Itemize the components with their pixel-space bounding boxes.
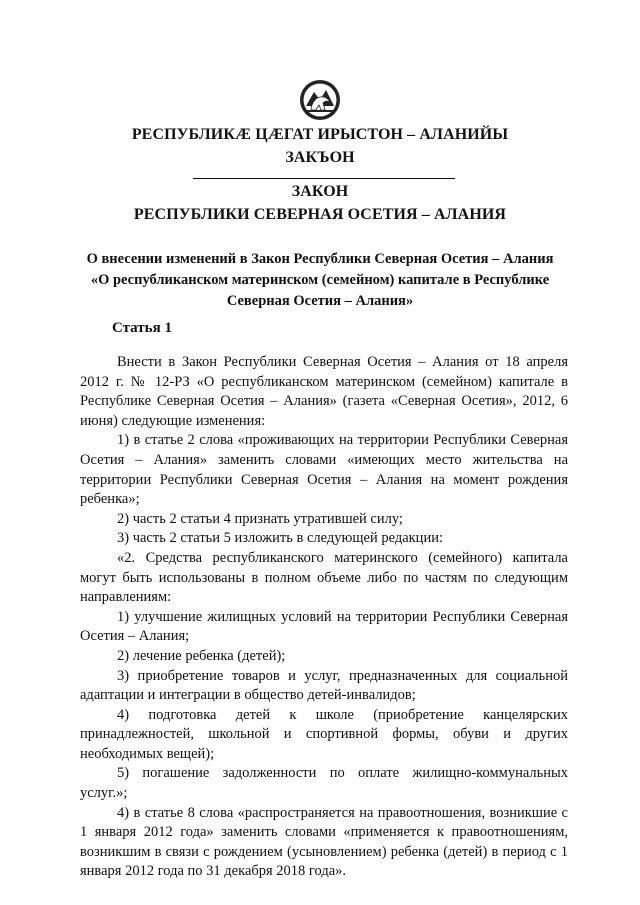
law-body <box>80 353 568 882</box>
paragraph: 4) подготовка детей к школе (приобретение канцелярских принадлежностей, школьной и спортивной формы, обуви и других необходимых вещей); <box>80 706 568 762</box>
header-divider <box>193 178 455 179</box>
paragraph: 4) в статье 8 слова «распространяется на правоотношения, возникшие с 1 января 2012 года» заменить словами «применяется к правоотношениям, возникшим в связи с рождением (усыновлением) ребенка (детей) в период с 1 января 2012 года по 31 декабря 2018 года». <box>80 804 568 880</box>
article-heading: Статья 1 <box>112 320 172 336</box>
paragraph: 2) лечение ребенка (детей); <box>117 647 286 664</box>
paragraph: 3) приобретение товаров и услуг, предназначенных для социальной адаптации и интеграции в общество детей-инвалидов; <box>80 667 568 704</box>
ossetian-republic-title: РЕСПУБЛИКӔ ЦӔГАТ ИРЫСТОН – АЛАНИЙЫ <box>131 126 509 143</box>
paragraph: «2. Средства республиканского материнского (семейного) капитала могут быть использованы в полном объеме либо по частям по следующим направлениям: <box>80 549 568 606</box>
paragraph: Внести в Закон Республики Северная Осетия – Алания от 18 апреля 2012 г. № 12-РЗ «О республиканском материнском (семейном) капитале в Республике Северная Осетия – Алания» (газета «Северная Осетия», 2012, 6 июня) следующие изменения: <box>80 354 568 429</box>
paragraph: 2) часть 2 статьи 4 признать утратившей силу; <box>117 510 403 527</box>
subtitle-line: О внесении изменений в Закон Республики Северная Осетия – Алания <box>86 251 554 267</box>
paragraph: 3) часть 2 статьи 5 изложить в следующей редакции: <box>117 530 443 547</box>
russian-law-heading: ЗАКОН <box>291 183 349 200</box>
coat-of-arms-emblem-icon <box>298 78 342 122</box>
paragraph: 5) погашение задолженности по оплате жилищно-коммунальных услуг.»; <box>80 765 568 802</box>
russian-republic-title: РЕСПУБЛИКИ СЕВЕРНАЯ ОСЕТИЯ – АЛАНИЯ <box>133 206 507 223</box>
subtitle-line: Северная Осетия – Алания» <box>226 293 414 309</box>
paragraph: 1) улучшение жилищных условий на территории Республики Северная Осетия – Алания; <box>80 608 568 645</box>
ossetian-law-heading: ЗАКЪОН <box>285 149 355 166</box>
paragraph: 1) в статье 2 слова «проживающих на территории Республики Северная Осетия – Алания» заменить словами «имеющих место жительства на территории Республики Северная Осетия – Алания на момент рождения ребенка»; <box>80 432 568 508</box>
law-subtitle <box>40 249 600 312</box>
subtitle-line: «О республиканском материнском (семейном) капитале в Республике <box>90 272 550 288</box>
